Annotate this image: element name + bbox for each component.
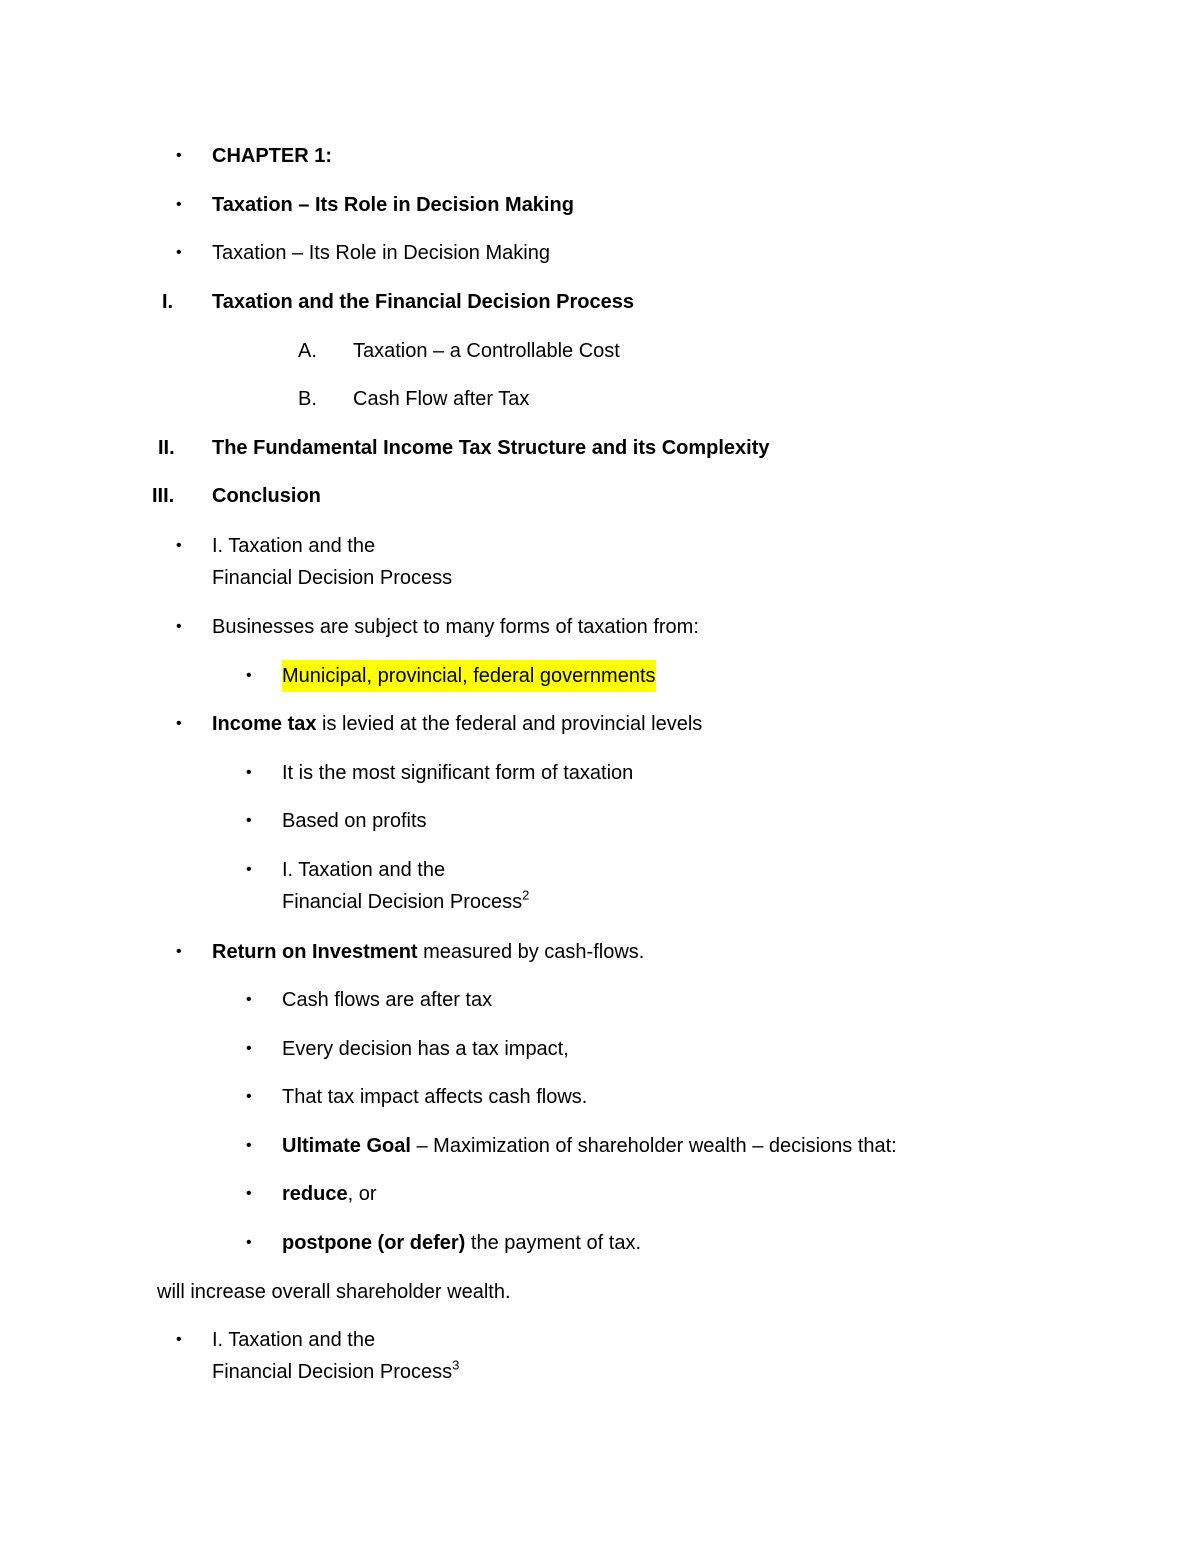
bullet: • [176,537,182,554]
outline-number: III. [152,485,175,507]
body-text: will increase overall shareholder wealth. [157,1281,511,1303]
bullet: • [246,991,252,1008]
slide-number: 3 [452,1357,460,1373]
bullet: • [246,1040,252,1057]
slide-title-line2 [212,1356,459,1388]
body-text: measured by cash-flows. [417,941,645,963]
bullet: • [246,861,252,878]
bullet: • [176,147,182,164]
bullet: • [176,715,182,732]
bullet: • [246,812,252,829]
bullet: • [176,1331,182,1348]
bullet: • [246,1137,252,1154]
body-text: Based on profits [282,810,427,832]
outline-subitem: Taxation – a Controllable Cost [353,340,620,362]
bullet: • [246,1088,252,1105]
postpone-line [282,1227,641,1259]
slide-title-text: Financial Decision Process [212,1361,453,1383]
outline-number: II. [158,437,175,459]
bold-term: postpone (or defer) [282,1232,466,1254]
bullet: • [176,244,182,261]
slide-title-line2: Financial Decision Process [212,567,453,589]
ultimate-goal-line [282,1130,897,1162]
outline-subnumber: B. [298,388,317,410]
bullet: • [246,1185,252,1202]
body-text: – Maximization of shareholder wealth – decisions that: [410,1135,897,1157]
slide-title-line1: I. Taxation and the [282,859,446,881]
reduce-line [282,1178,377,1210]
body-text: is levied at the federal and provincial levels [316,713,703,735]
body-text: Businesses are subject to many forms of taxation from: [212,616,699,638]
body-text: It is the most significant form of taxation [282,762,634,784]
body-text: Cash flows are after tax [282,989,493,1011]
bullet: • [246,764,252,781]
highlighted-text: Municipal, provincial, federal governments [282,660,656,692]
outline-item: Conclusion [212,485,321,507]
bold-term: reduce [282,1183,348,1205]
bullet: • [176,196,182,213]
outline-item: The Fundamental Income Tax Structure and its Complexity [212,437,770,459]
income-tax-line [212,708,702,740]
bold-term: Ultimate Goal [282,1135,411,1157]
outline-item: Taxation and the Financial Decision Process [212,291,634,313]
title-plain: Taxation – Its Role in Decision Making [212,242,550,264]
chapter-heading: CHAPTER 1: [212,145,333,167]
body-text: Every decision has a tax impact, [282,1038,569,1060]
bold-term: Income tax [212,713,317,735]
bullet: • [176,618,182,635]
slide-title-text: Financial Decision Process [282,891,523,913]
slide-title-line1: I. Taxation and the [212,535,376,557]
bullet: • [176,943,182,960]
title-bold: Taxation – Its Role in Decision Making [212,194,574,216]
body-text: , or [347,1183,377,1205]
bullet: • [246,1234,252,1251]
outline-subnumber: A. [298,340,317,362]
roi-line [212,936,644,968]
body-text: That tax impact affects cash flows. [282,1086,588,1108]
bold-term: Return on Investment [212,941,418,963]
slide-number: 2 [522,887,530,903]
outline-subitem: Cash Flow after Tax [353,388,530,410]
bullet: • [246,667,252,684]
slide-title-line2 [282,886,529,918]
outline-number: I. [162,291,174,313]
body-text: the payment of tax. [465,1232,641,1254]
slide-title-line1: I. Taxation and the [212,1329,376,1351]
